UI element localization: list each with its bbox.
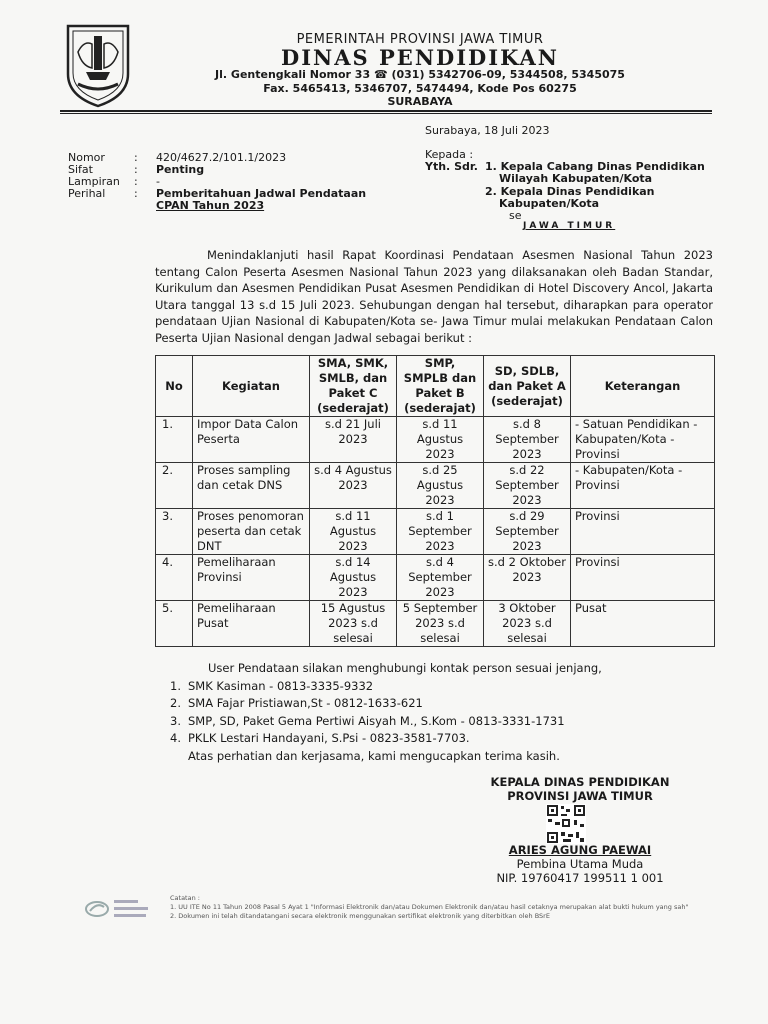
signatory-name: ARIES AGUNG PAEWAI (508, 843, 652, 857)
lampiran-label: Lampiran (68, 175, 120, 188)
lampiran-value: - (156, 175, 160, 188)
letter-date: Surabaya, 18 Juli 2023 (425, 124, 550, 137)
signatory-title: KEPALA DINAS PENDIDIKAN (490, 775, 670, 789)
list-item (170, 713, 602, 731)
cell-no: 1. (156, 417, 193, 463)
colon: : (134, 187, 138, 200)
cell-no: 4. (156, 555, 193, 601)
cell-keterangan: - Kabupaten/Kota - Provinsi (571, 463, 715, 509)
government-name: PEMERINTAH PROVINSI JAWA TIMUR (296, 32, 544, 47)
cell-kegiatan: Pemeliharaan Pusat (193, 601, 310, 647)
list-text: SMA Fajar Pristiawan,St - 0812-1633-621 (188, 696, 423, 710)
body-text: Menindaklanjuti hasil Rapat Koordinasi Pendataan Asesmen Nasional Tahun 2023 tentang Calon Peserta Asesmen Nasional Tahun 2023 yang dilaksanakan oleh Badan Standar, Kurikulum dan Asesmen Pendidikan Pusat Asesmen Pendidikan di Hotel Discovery Ancol, Jakarta Utara tanggal 13 s.d 15 Juli 2023. Sehubungan dengan hal tersebut, diharapkan para operator pendataan Ujian Nasional di Kabupaten/Kota se- Jawa Timur mulai melakukan Pendataan Calon Peserta Ujian Nasional dengan Jadwal sebagai berikut : (155, 248, 713, 345)
closing-sentence: Atas perhatian dan kerjasama, kami mengucapkan terima kasih. (188, 748, 560, 763)
list-item (170, 678, 602, 696)
schedule-table (155, 355, 715, 647)
provincial-crest-logo (64, 22, 132, 108)
cell-kegiatan: Proses penomoran peserta dan cetak DNT (193, 509, 310, 555)
header-sma: SMA, SMK, SMLB, dan Paket C (sederajat) (310, 356, 397, 417)
list-item (170, 730, 602, 748)
cell-no: 2. (156, 463, 193, 509)
cell-sma: s.d 21 Juli 2023 (310, 417, 397, 463)
header-kegiatan: Kegiatan (193, 356, 310, 417)
cell-kegiatan: Impor Data Calon Peserta (193, 417, 310, 463)
header-keterangan: Keterangan (571, 356, 715, 417)
recipient-2-line-2: Kabupaten/Kota (499, 197, 600, 210)
header-smp: SMP, SMPLB dan Paket B (sederajat) (397, 356, 484, 417)
list-number: 2. (170, 696, 181, 710)
cell-keterangan: Provinsi (571, 555, 715, 601)
region-label: JAWA TIMUR (523, 221, 616, 231)
list-number: 1. (170, 678, 181, 693)
cell-smp: s.d 4 September 2023 (397, 555, 484, 601)
cell-smp: s.d 1 September 2023 (397, 509, 484, 555)
header-sd: SD, SDLB, dan Paket A (sederajat) (484, 356, 571, 417)
cell-sd: s.d 22 September 2023 (484, 463, 571, 509)
recipient-1-line-2: Wilayah Kabupaten/Kota (499, 172, 653, 185)
cell-sma: s.d 11 Agustus 2023 (310, 509, 397, 555)
bsre-logo (84, 896, 184, 922)
cell-sd: s.d 8 September 2023 (484, 417, 571, 463)
header-no: No (156, 356, 193, 417)
sifat-label: Sifat (68, 163, 93, 176)
cell-no: 3. (156, 509, 193, 555)
list-text: SMP, SD, Paket Gema Pertiwi Aisyah M., S.Kom - 0813-3331-1731 (188, 713, 565, 728)
cell-smp: 5 September 2023 s.d selesai (397, 601, 484, 647)
cell-sma: s.d 4 Agustus 2023 (310, 463, 397, 509)
footer-note-2: 2. Dokumen ini telah ditandatangani secara elektronik menggunakan sertifikat elektronik yang diterbitkan oleh BSrE (170, 912, 550, 920)
letter-meta (68, 152, 366, 212)
perihal-value (156, 188, 366, 212)
cell-keterangan: Provinsi (571, 509, 715, 555)
yth-label: Yth. Sdr. (425, 160, 478, 173)
recipient-1: 1. Kepala Cabang Dinas Pendidikan (485, 160, 705, 173)
table-header-row (156, 356, 715, 417)
signatory-rank: Pembina Utama Muda (516, 857, 644, 871)
footer-note-1: 1. UU ITE No 11 Tahun 2008 Pasal 5 Ayat 1 "Informasi Elektronik dan/atau Dokumen Elektronik dan/atau hasil cetaknya merupakan alat bukti hukum yang sah" (170, 903, 689, 911)
se-label: se (509, 209, 522, 222)
list-text: SMK Kasiman - 0813-3335-9332 (188, 678, 374, 693)
agency-name: DINAS PENDIDIKAN (281, 45, 559, 70)
cell-sd: 3 Oktober 2023 s.d selesai (484, 601, 571, 647)
table-row (156, 463, 715, 509)
cell-keterangan: Pusat (571, 601, 715, 647)
recipient-2: 2. Kepala Dinas Pendidikan (485, 185, 655, 198)
letterhead-divider-thin (60, 113, 712, 114)
signatory-title-2: PROVINSI JAWA TIMUR (507, 789, 653, 803)
cell-keterangan: - Satuan Pendidikan - Kabupaten/Kota - Provinsi (571, 417, 715, 463)
nomor-label: Nomor (68, 151, 105, 164)
cell-sd: s.d 29 September 2023 (484, 509, 571, 555)
letterhead-divider (60, 110, 712, 112)
kepada-label: Kepada : (425, 148, 474, 161)
cell-smp: s.d 11 Agustus 2023 (397, 417, 484, 463)
footer-catatan: Catatan : (170, 894, 200, 902)
list-text: PKLK Lestari Handayani, S.Psi - 0823-3581-7703. (188, 731, 470, 745)
cell-kegiatan: Proses sampling dan cetak DNS (193, 463, 310, 509)
signatory-nip: NIP. 19760417 199511 1 001 (496, 871, 664, 885)
list-item (170, 695, 602, 713)
cell-no: 5. (156, 601, 193, 647)
table-row (156, 601, 715, 647)
table-row (156, 509, 715, 555)
table-row (156, 555, 715, 601)
colon: : (134, 151, 138, 164)
nomor-value: 420/4627.2/101.1/2023 (156, 151, 287, 164)
contact-list (170, 660, 602, 765)
fax-line: Fax. 5465413, 5346707, 5474494, Kode Pos 60275 (263, 82, 577, 95)
contact-intro: User Pendataan silakan menghubungi kontak person sesuai jenjang, (208, 661, 602, 675)
cell-smp: s.d 25 Agustus 2023 (397, 463, 484, 509)
city-line: SURABAYA (387, 95, 453, 108)
perihal-label: Perihal (68, 187, 106, 200)
list-number: 3. (170, 713, 181, 728)
list-number: 4. (170, 731, 181, 745)
colon: : (134, 163, 138, 176)
cell-sma: s.d 14 Agustus 2023 (310, 555, 397, 601)
perihal-line-1: Pemberitahuan Jadwal Pendataan (156, 187, 367, 200)
cell-sd: s.d 2 Oktober 2023 (484, 555, 571, 601)
cell-kegiatan: Pemeliharaan Provinsi (193, 555, 310, 601)
footer-notes (170, 894, 688, 921)
sifat-value: Penting (156, 163, 205, 176)
qr-code-icon (546, 804, 586, 844)
cell-sma: 15 Agustus 2023 s.d selesai (310, 601, 397, 647)
body-paragraph (155, 247, 713, 346)
colon: : (134, 175, 138, 188)
address-line: Jl. Gentengkali Nomor 33 ☎ (031) 5342706-09, 5344508, 5345075 (215, 68, 625, 81)
table-row (156, 417, 715, 463)
perihal-line-2: CPAN Tahun 2023 (156, 199, 265, 212)
